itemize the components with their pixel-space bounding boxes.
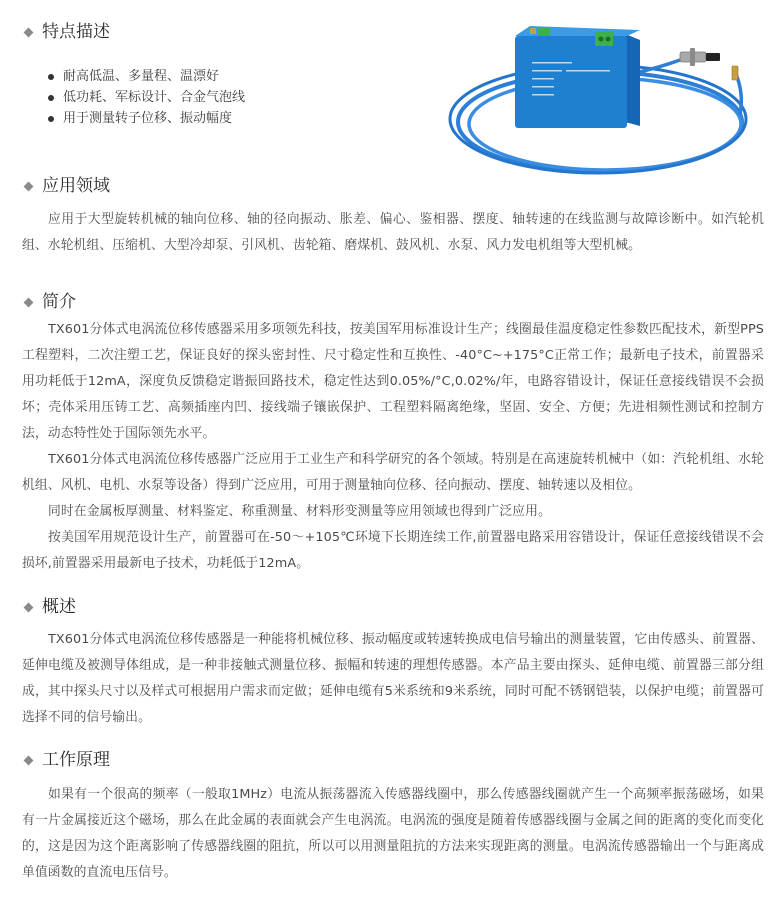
feature-item-text: 低功耗、军标设计、合金气泡线 bbox=[63, 90, 246, 105]
sensor-device-illustration bbox=[440, 14, 760, 180]
principle-paragraph: 如果有一个很高的频率（一般取1MHz）电流从振荡器流入传感器线圈中，那么传感器线圈就产生一个高频率振荡磁场，如果有一片金属接近这个磁场，那么在此金属的表面就会产生电涡流。电涡流的强度是随着传感器线圈与金属之间的距离的变化而变化的，这是因为这个距离影响了传感器线圈的阻抗，所以可以用测量阻抗的方法来实现距离的测量。电涡流传感器输出一个与距离成单值函数的直流电压信号。 bbox=[22, 787, 764, 880]
feature-item-text: 耐高低温、多量程、温漂好 bbox=[63, 69, 220, 84]
diamond-bullet-icon bbox=[24, 181, 34, 191]
introduction-body bbox=[22, 317, 764, 577]
features-heading-text: 特点描述 bbox=[42, 22, 110, 42]
feature-item-text: 用于测量转子位移、振动幅度 bbox=[63, 111, 233, 126]
introduction-heading-text: 简介 bbox=[42, 292, 76, 312]
overview-heading-text: 概述 bbox=[42, 597, 76, 617]
feature-item bbox=[48, 87, 245, 108]
applications-heading bbox=[22, 176, 110, 196]
diamond-bullet-icon bbox=[24, 297, 34, 307]
overview-paragraph: TX601分体式电涡流位移传感器是一种能将机械位移、振动幅度或转速转换成电信号输出的测量装置，它由传感头、前置器、延伸电缆及被测导体组成，是一种非接触式测量位移、振幅和转速的理想传感器。本产品主要由探头、延伸电缆、前置器三部分组成，其中探头尺寸以及样式可根据用户需求而定做；延伸电缆有5米系统和9米系统，同时可配不锈钢铠装，以保护电缆；前置器可选择不同的信号输出。 bbox=[22, 632, 764, 725]
diamond-bullet-icon bbox=[24, 27, 34, 37]
bullet-dot-icon bbox=[48, 74, 54, 80]
introduction-paragraph: 按美国军用规范设计生产，前置器可在-50～+105℃环境下长期连续工作,前置器电路采用容错设计，保证任意接线错误不会损坏,前置器采用最新电子技术，功耗低于12mA。 bbox=[22, 530, 764, 571]
overview-body bbox=[22, 627, 764, 731]
introduction-paragraph: TX601分体式电涡流位移传感器采用多项领先科技，按美国军用标准设计生产；线圈最佳温度稳定性参数匹配技术，新型PPS工程塑料，二次注塑工艺，保证良好的探头密封性、尺寸稳定性和互换性、-40°C~+175°C正常工作；最新电子技术，前置器采用功耗低于12mA，深度负反馈稳定谐振回路技术，稳定性达到0.05%/°C,0.02%/年，电路容错设计，保证任意接线错误不会损坏；壳体采用压铸工艺、高频插座内凹、接线端子镶嵌保护、工程塑料隔离绝缘，坚固、安全、方便；先进相频性测试和控制方法，动态特性处于国际领先水平。 bbox=[22, 322, 764, 441]
diamond-bullet-icon bbox=[24, 755, 34, 765]
feature-item bbox=[48, 66, 245, 87]
principle-heading bbox=[22, 750, 110, 770]
principle-heading-text: 工作原理 bbox=[42, 750, 110, 770]
applications-body bbox=[22, 207, 764, 259]
features-list bbox=[48, 66, 245, 129]
bullet-dot-icon bbox=[48, 95, 54, 101]
introduction-heading bbox=[22, 292, 76, 312]
features-heading bbox=[22, 22, 110, 42]
feature-item bbox=[48, 108, 245, 129]
product-image bbox=[440, 14, 760, 180]
principle-body bbox=[22, 782, 764, 886]
applications-paragraph: 应用于大型旋转机械的轴向位移、轴的径向振动、胀差、偏心、鉴相器、摆度、轴转速的在线监测与故障诊断中。如汽轮机组、水轮机组、压缩机、大型冷却泵、引风机、齿轮箱、磨煤机、鼓风机、水泵、风力发电机组等大型机械。 bbox=[22, 212, 764, 253]
diamond-bullet-icon bbox=[24, 602, 34, 612]
overview-heading bbox=[22, 597, 76, 617]
bullet-dot-icon bbox=[48, 116, 54, 122]
introduction-paragraph: 同时在金属板厚测量、材料鉴定、称重测量、材料形变测量等应用领域也得到广泛应用。 bbox=[48, 504, 551, 519]
introduction-paragraph: TX601分体式电涡流位移传感器广泛应用于工业生产和科学研究的各个领域。特别是在高速旋转机械中（如：汽轮机组、水轮机组、风机、电机、水泵等设备）得到广泛应用，可用于测量轴向位移、径向振动、摆度、轴转速以及相位。 bbox=[22, 452, 764, 493]
applications-heading-text: 应用领域 bbox=[42, 176, 110, 196]
